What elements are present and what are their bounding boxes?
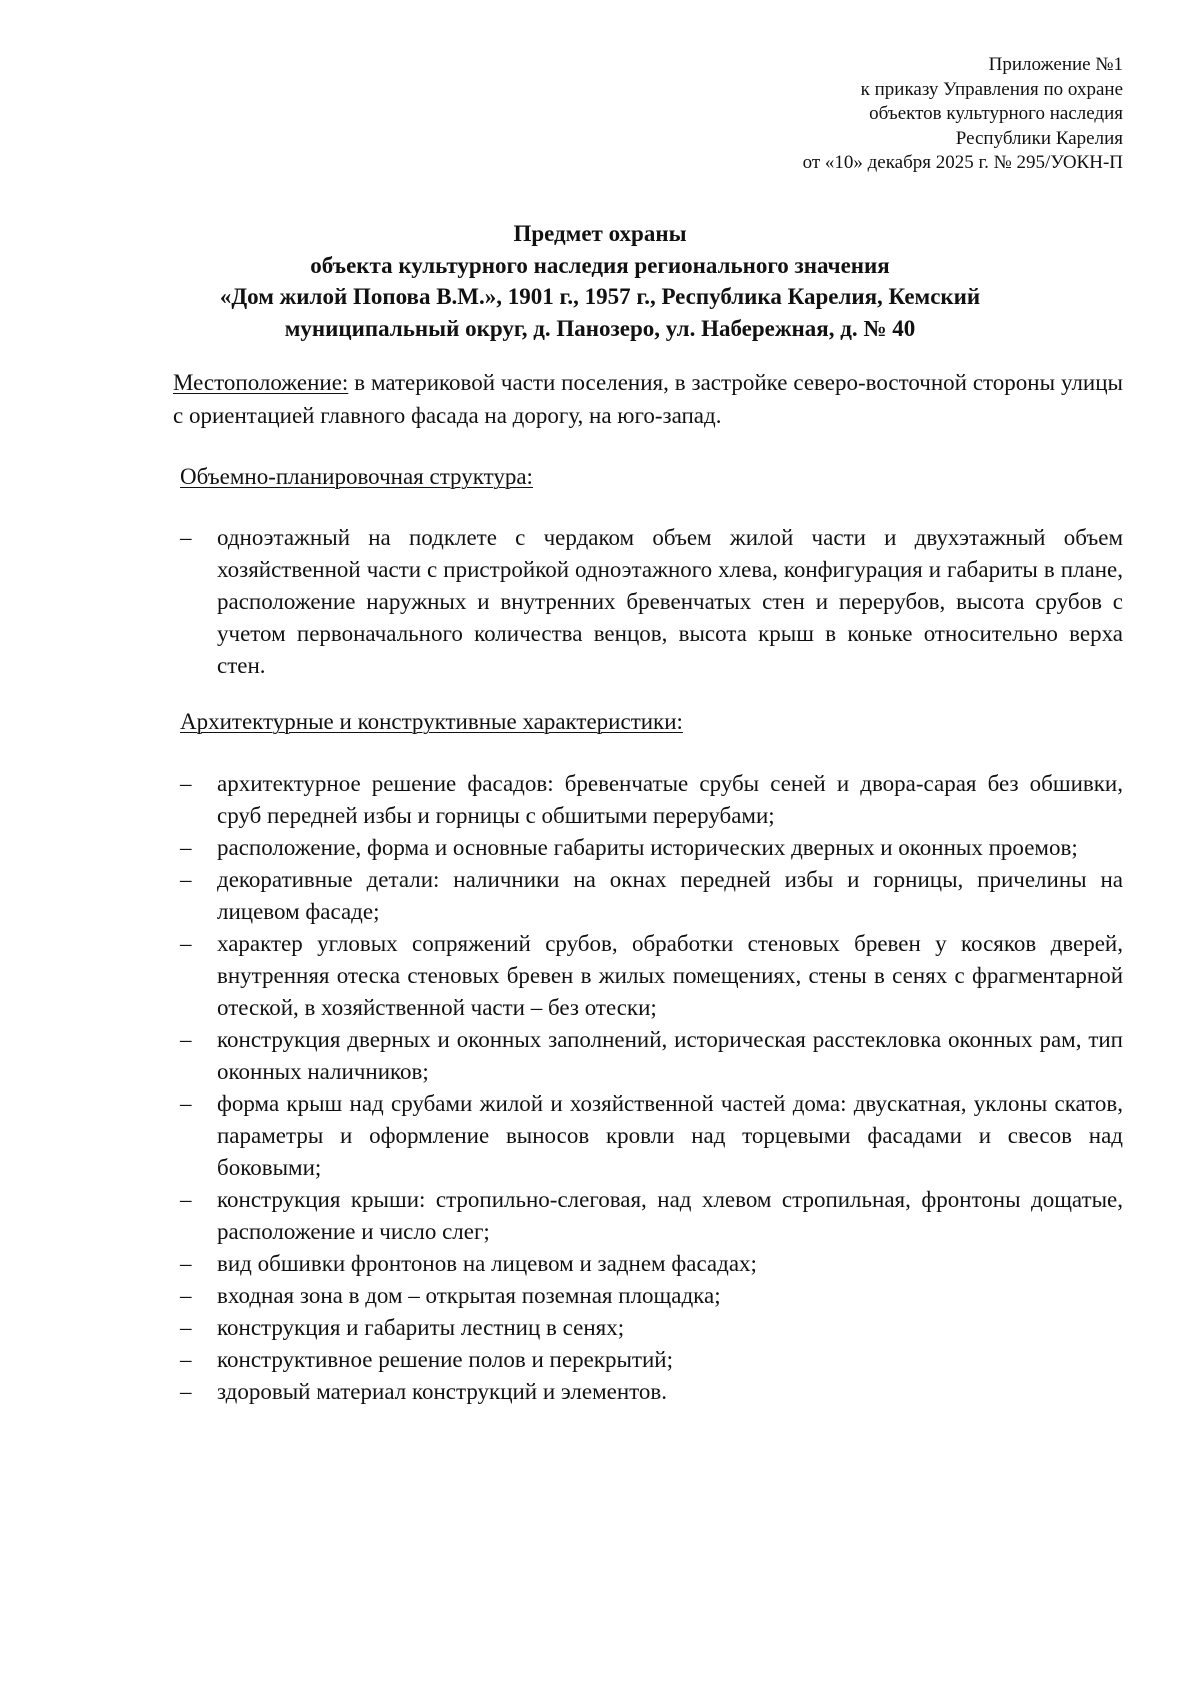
volume-planning-list	[180, 522, 1123, 682]
list-item-text: конструкция крыши: стропильно-слеговая, над хлевом стропильная, фронтоны дощатые, расположение и число слег;	[217, 1187, 1123, 1244]
dash-marker: –	[180, 931, 192, 956]
list-item	[180, 1024, 1123, 1088]
dash-marker: –	[180, 1315, 192, 1340]
title-line: муниципальный округ, д. Панозеро, ул. Набережная, д. № 40	[284, 315, 916, 341]
appendix-block	[803, 53, 1123, 176]
appendix-line: к приказу Управления по охране	[860, 78, 1123, 100]
list-item-text: характер угловых сопряжений срубов, обработки стеновых бревен у косяков дверей, внутренняя отеска стеновых бревен в жилых помещениях, стены в сенях с фрагментарной отеской, в хозяйственной части – без отески;	[217, 931, 1123, 1020]
section-heading-text: Архитектурные и конструктивные характеристики:	[180, 709, 683, 734]
location-text: в материковой части поселения, в застройке северо-восточной стороны улицы с ориентацией главного фасада на дорогу, на юго-запад.	[173, 370, 1123, 428]
dash-marker: –	[180, 835, 192, 860]
list-item	[180, 928, 1123, 1024]
list-item-text: конструкция и габариты лестниц в сенях;	[217, 1315, 625, 1340]
list-item	[180, 1248, 1123, 1280]
dash-marker: –	[180, 771, 192, 796]
appendix-line: Приложение №1	[988, 54, 1123, 75]
list-item	[180, 768, 1123, 832]
dash-marker: –	[180, 1091, 192, 1116]
list-item	[180, 1184, 1123, 1248]
list-item-text: вид обшивки фронтонов на лицевом и заднем фасадах;	[217, 1251, 757, 1276]
document-title	[150, 218, 1050, 344]
list-item	[180, 832, 1123, 864]
dash-marker: –	[180, 867, 192, 892]
list-item	[180, 1312, 1123, 1344]
dash-marker: –	[180, 1347, 192, 1372]
list-item	[180, 1344, 1123, 1376]
list-item-text: конструктивное решение полов и перекрытий;	[217, 1347, 673, 1372]
appendix-line: объектов культурного наследия	[869, 103, 1123, 124]
section-heading-text: Объемно-планировочная структура:	[180, 464, 533, 489]
title-line: объекта культурного наследия регионального значения	[310, 252, 890, 278]
dash-marker: –	[180, 1283, 192, 1308]
list-item	[180, 1088, 1123, 1184]
section-heading-volume-planning	[180, 460, 533, 493]
list-item	[180, 1376, 1123, 1408]
list-item-text: архитектурное решение фасадов: бревенчатые срубы сеней и двора-сарая без обшивки, сруб передней избы и горницы с обшитыми перерубами;	[217, 771, 1123, 828]
list-item-text: форма крыш над срубами жилой и хозяйственной частей дома: двускатная, уклоны скатов, параметры и оформление выносов кровли над торцевыми фасадами и свесов над боковыми;	[217, 1091, 1123, 1180]
list-item-text: конструкция дверных и оконных заполнений, историческая расстекловка оконных рам, тип оконных наличников;	[217, 1027, 1123, 1084]
architecture-list	[180, 768, 1123, 1408]
list-item-text: входная зона в дом – открытая поземная площадка;	[217, 1283, 721, 1308]
list-item-text: одноэтажный на подклете с чердаком объем жилой части и двухэтажный объем хозяйственной части с пристройкой одноэтажного хлева, конфигурация и габариты в плане, расположение наружных и внутренних бревенчатых стен и перерубов, высота срубов с учетом первоначального количества венцов, высота крыш в коньке относительно верха стен.	[217, 525, 1123, 678]
title-line: «Дом жилой Попова В.М.», 1901 г., 1957 г., Республика Карелия, Кемский	[219, 284, 981, 309]
dash-marker: –	[180, 525, 192, 550]
list-item-text: расположение, форма и основные габариты исторических дверных и оконных проемов;	[217, 835, 1078, 860]
section-heading-architecture	[180, 705, 683, 738]
list-item-text: декоративные детали: наличники на окнах передней избы и горницы, причелины на лицевом фасаде;	[217, 867, 1123, 924]
list-item	[180, 1280, 1123, 1312]
location-label: Местоположение:	[173, 370, 349, 395]
dash-marker: –	[180, 1379, 192, 1404]
appendix-line: Республики Карелия	[955, 127, 1123, 149]
title-line: Предмет охраны	[513, 221, 687, 246]
location-paragraph	[173, 366, 1123, 432]
list-item-text: здоровый материал конструкций и элементов.	[217, 1379, 667, 1404]
dash-marker: –	[180, 1187, 192, 1212]
dash-marker: –	[180, 1251, 192, 1276]
list-item	[180, 522, 1123, 682]
appendix-line: от «10» декабря 2025 г. № 295/УОКН-П	[802, 152, 1123, 173]
list-item	[180, 864, 1123, 928]
dash-marker: –	[180, 1027, 192, 1052]
